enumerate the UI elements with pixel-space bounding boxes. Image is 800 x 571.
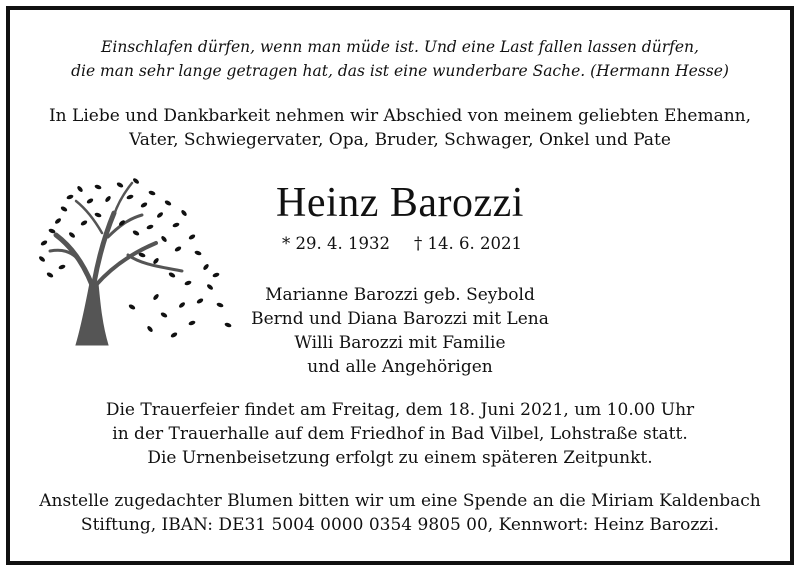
death-date: † 14. 6. 2021 — [414, 234, 522, 253]
family-line-4: und alle Angehörigen — [307, 357, 493, 377]
family-line-3: Willi Barozzi mit Familie — [294, 333, 506, 353]
family-line-1: Marianne Barozzi geb. Seybold — [265, 285, 535, 305]
donation-line-2: Stiftung, IBAN: DE31 5004 0000 0354 9805 00, Kennwort: Heinz Barozzi. — [80, 515, 720, 535]
ceremony-line-3: Die Urnenbeisetzung erfolgt zu einem späteren Zeitpunkt. — [147, 448, 653, 468]
quote-line-1: Einschlafen dürfen, wenn man müde ist. Und eine Last fallen lassen dürfen, — [101, 38, 699, 56]
quote-line-2: die man sehr lange getragen hat, das ist eine wunderbare Sache. (Hermann Hesse) — [71, 62, 729, 80]
intro-line-1: In Liebe und Dankbarkeit nehmen wir Abschied von meinem geliebten Ehemann, — [48, 106, 752, 126]
birth-date: * 29. 4. 1932 — [282, 234, 390, 253]
ceremony-line-2: in der Trauerhalle auf dem Friedhof in Bad Vilbel, Lohstraße statt. — [112, 424, 688, 444]
intro-line-2: Vater, Schwiegervater, Opa, Bruder, Schwager, Onkel und Pate — [129, 130, 671, 150]
ceremony-line-1: Die Trauerfeier findet am Freitag, dem 18. Juni 2021, um 10.00 Uhr — [105, 400, 695, 420]
deceased-name: Heinz Barozzi — [276, 180, 524, 226]
family-line-2: Bernd und Diana Barozzi mit Lena — [251, 309, 549, 329]
donation-line-1: Anstelle zugedachter Blumen bitten wir um eine Spende an die Miriam Kaldenbach — [39, 491, 761, 511]
